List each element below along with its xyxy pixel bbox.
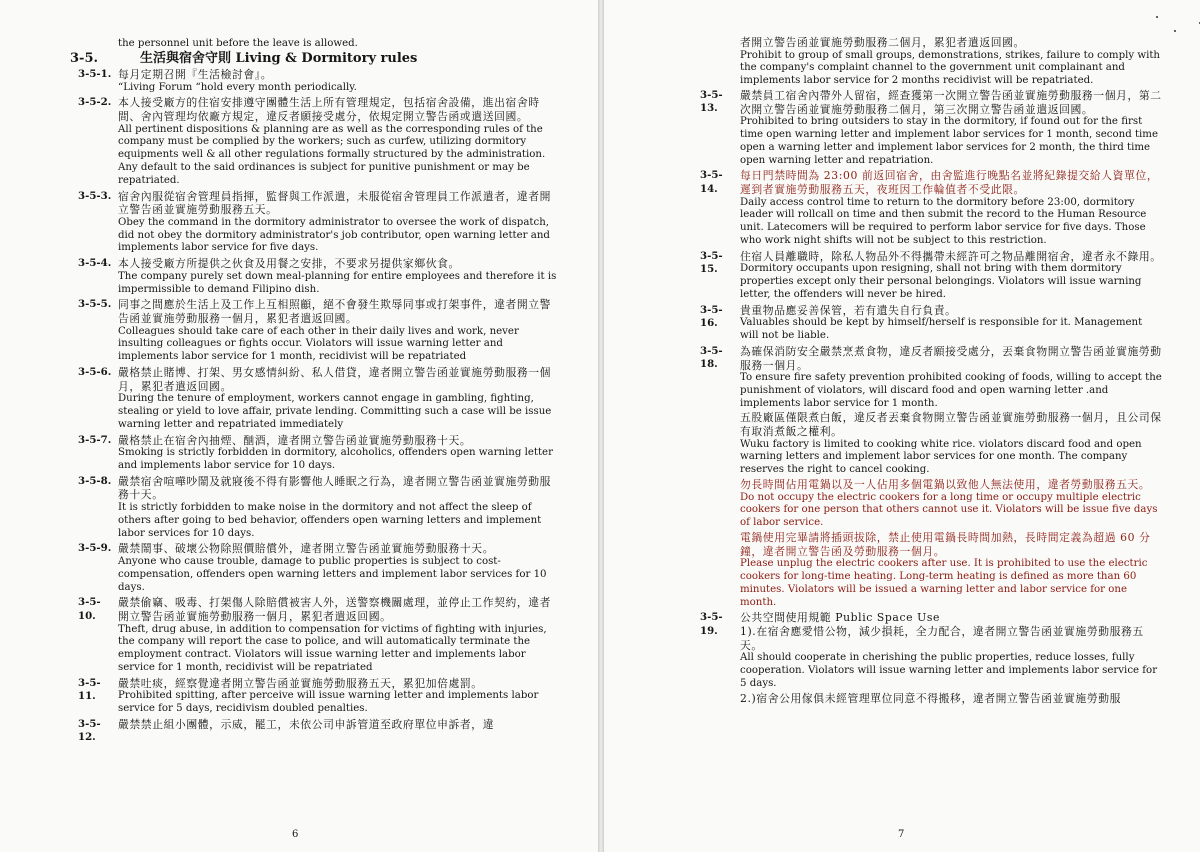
rule-text-en: All should cooperate in cherishing the public properties, reduce losses, fully cooperation. Violators will issue warning letter and implements labor service for 5 days. xyxy=(740,652,1158,689)
rule-list-left xyxy=(78,68,558,744)
rule-item xyxy=(700,345,1162,611)
rule-body xyxy=(118,298,558,365)
rule-body xyxy=(740,304,1162,344)
rule-item xyxy=(78,96,558,188)
rule-body xyxy=(118,96,558,188)
rule-text-en: All pertinent dispositions & planning are as well as the corresponding rules of the company must be complied by the workers; such as curfew, utilizing dormitory equipments well & all other regulations formally structured by the administration. Any default to the said ordinances is subject for punitive punishment or may be repatriated. xyxy=(118,123,546,186)
rule-item xyxy=(78,257,558,297)
rule-item xyxy=(78,596,558,675)
rule-text-zh: 嚴禁鬧事、破壞公物除照價賠償外，違者開立警告函並實施勞動服務十天。 xyxy=(118,542,495,556)
rule-body xyxy=(118,68,558,95)
rule-item xyxy=(700,304,1162,344)
rule-text-en: Valuables should be kept by himself/herself is responsible for it. Management will not be liable. xyxy=(740,317,1143,342)
rule-item xyxy=(78,298,558,365)
rule-text-en: During the tenure of employment, workers cannot engage in gambling, fighting, stealing or yield to love affair, private lending. Committing such a case will be issue warning letter and repatriated immediately xyxy=(118,393,552,430)
rule-text-zh: 嚴格禁止在宿舍內抽煙、酗酒，違者開立警告函並實施勞動服務十天。 xyxy=(118,433,472,447)
rule-text-en: Do not occupy the electric cookers for a long time or occupy multiple electric cookers for one person that others cannot use it. Violators will be issue five days of labor service. xyxy=(740,491,1158,529)
rule-list-right xyxy=(700,89,1162,705)
rule-item xyxy=(78,475,558,542)
rule-body xyxy=(118,542,558,595)
rule-text-zh: 本人接受廠方的住宿安排遵守團體生活上所有管理規定，包括宿舍設備，進出宿舍時間、舍內管理均依廠方規定，違反者願接受處分，依規定開立警告函或遣送回國。 xyxy=(118,96,540,124)
rule-item xyxy=(78,677,558,717)
rule-item xyxy=(78,542,558,595)
rule-text-zh: 本人接受廠方所提供之伙食及用餐之安排，不要求另提供家鄉伙食。 xyxy=(118,257,460,271)
rule-item xyxy=(78,718,558,745)
rule-item xyxy=(78,190,558,257)
rule-text-zh: 五股廠區僅限煮白飯，違反者丟棄食物開立警告函並實施勞動服務一個月，且公司保有取消煮飯之權利。 xyxy=(740,411,1162,439)
rule-text-zh: 嚴格禁止賭博、打架、男女感情糾紛、私人借貸，違者開立警告函並實施勞動服務一個月，累犯者遣返回國。 xyxy=(118,366,552,393)
rule-item xyxy=(700,250,1162,303)
rule-text-zh: 嚴禁吐痰，經察覺違者開立警告函並實施勞動服務五天，累犯加倍處罰。 xyxy=(118,676,483,690)
rule-item xyxy=(78,68,558,95)
rule-text-en: Please unplug the electric cookers after use. It is prohibited to use the electric cookers for long-time heating. Long-term heating is defined as more than 60 minutes. Violators will be issued a warning letter and labor service for one month. xyxy=(740,558,1148,608)
lead-text: the personnel unit before the leave is allowed. xyxy=(118,38,358,49)
rule-number: 3-5-8. xyxy=(78,474,112,487)
page-number: 7 xyxy=(898,829,905,840)
rule-number: 3-5-14. xyxy=(700,169,723,195)
section-heading xyxy=(70,52,558,65)
rule-number: 3-5-13. xyxy=(700,88,723,115)
rule-text-en: Obey the command in the dormitory administrator to oversee the work of dispatch, did not obey the dormitory administrator's job contributor, open warning letter and implements labor service for five days. xyxy=(118,216,550,254)
rule-number: 3-5-9. xyxy=(78,542,112,555)
rule-text-en: Theft, drug abuse, in addition to compensation for victims of fighting with injuries, the company will report the case to police, and will automatically terminate the employment contract. Violators will issue warning letter and implements labor service for 1 month, recidivist will be repatriated xyxy=(118,623,547,673)
rule-number: 3-5-18. xyxy=(700,344,723,371)
rule-text-zh: 住宿人員離職時，除私人物品外不得攜帶未經許可之物品離開宿舍，違者永不錄用。 xyxy=(740,249,1162,263)
rule-text-zh: 嚴禁員工宿舍內帶外人留宿，經查獲第一次開立警告函並實施勞動服務一個月，第二次開立警告函並實施勞動服務二個月，第三次開立警告函並遣返回國。 xyxy=(740,88,1162,116)
rule-number: 3-5-16. xyxy=(700,303,723,330)
page-right-column xyxy=(700,36,1162,705)
rule-number: 3-5-5. xyxy=(78,298,112,311)
page-left-column xyxy=(70,38,558,744)
rule-number: 3-5-6. xyxy=(78,366,112,378)
rule-body xyxy=(118,190,558,257)
rule-text-en: “Living Forum “hold every month periodically. xyxy=(118,81,357,93)
rule-text-zh: 每日門禁時間為 23:00 前返回宿舍，由舍監進行晚點名並將紀錄提交給人資單位，遲到者實施勞動服務五天，夜班因工作輪值者不受此限。 xyxy=(740,169,1159,196)
rule-number: 3-5-3. xyxy=(78,189,112,202)
rule-item xyxy=(78,366,558,433)
page-number: 6 xyxy=(292,829,299,840)
rule-body xyxy=(740,169,1162,248)
rule-text-en: Daily access control time to return to the dormitory before 23:00, dormitory leader will rollcall on time and then submit the record to the Human Resource unit. Latecomers will be required to perform labor service for five days. Those who work night shifts will not be subject to this restriction. xyxy=(740,196,1147,246)
rule-text-zh: 同事之間應於生活上及工作上互相照顧，絕不會發生欺辱同事或打架事件，違者開立警告函並實施勞動服務一個月，累犯者遣返回國。 xyxy=(118,298,552,326)
rule-body xyxy=(118,475,558,542)
rule-body xyxy=(118,434,558,474)
rule-number: 3-5-2. xyxy=(78,96,112,109)
rule-text-en: Dormitory occupants upon resigning, shall not bring with them dormitory properties except only their personal belongings. Violators will issue warning letter, the offenders will never be hired. xyxy=(740,263,1142,300)
section-number: 3-5. xyxy=(70,50,99,66)
rule-item xyxy=(700,611,1162,705)
rule-text-en: To ensure fire safety prevention prohibited cooking of foods, willing to accept the punishment of violators, will discard food and open warning letter .and implements labor service for 1 month. xyxy=(740,372,1162,409)
rule-body xyxy=(740,250,1162,303)
rule-body xyxy=(118,366,558,433)
rule-number: 3-5-11. xyxy=(78,676,101,702)
rule-text-zh: 電鍋使用完畢請將插頭拔除，禁止使用電鍋長時間加熱，長時間定義為超過 60 分鐘，違者開立警告函及勞動服務一個月。 xyxy=(740,531,1151,558)
rule-body xyxy=(118,257,558,297)
section-title: 生活與宿舍守則 Living & Dormitory rules xyxy=(140,50,418,66)
rule-item xyxy=(700,89,1162,168)
rule-text-en: Prohibited to bring outsiders to stay in the dormitory, if found out for the first time open warning letter and implement labor services for 1 month, second time open a warning letter and implement labor services for 2 month, the third time open warning letter and repatriation. xyxy=(740,116,1158,166)
rule-text-en: Smoking is strictly forbidden in dormitory, alcoholics, offenders open warning letter and implements labor service for 10 days. xyxy=(118,447,553,471)
rule-number: 3-5-1. xyxy=(78,68,112,81)
rule-number: 3-5-12. xyxy=(78,717,101,744)
rule-body xyxy=(118,677,558,717)
rule-text-zh: 宿舍內服從宿舍管理員指揮，監督與工作派遣，未服從宿舍管理員工作派遣者，違者開立警告函並實施勞動服務五天。 xyxy=(118,189,552,217)
page-left xyxy=(0,0,598,852)
rule-number: 3-5-19. xyxy=(700,611,723,637)
rule-text-zh: 嚴禁宿舍喧嘩吵鬧及就寢後不得有影響他人睡眠之行為，違者開立警告函並實施勞動服務十天。 xyxy=(118,474,552,502)
rule-body xyxy=(740,89,1162,168)
rule-body xyxy=(740,611,1162,705)
page-right xyxy=(604,0,1200,852)
rule-text-en: The company purely set down meal-planning for entire employees and therefore it is impermissible to demand Filipino dish. xyxy=(118,270,557,295)
rule-text-zh: 貴重物品應妥善保管，若有遺失自行負責。 xyxy=(740,303,957,317)
rule-text-zh: 勿長時間佔用電鍋以及一人佔用多個電鍋以致他人無法使用，違者勞動服務五天。 xyxy=(740,478,1151,492)
rule-text-en: Anyone who cause trouble, damage to public properties is subject to cost-compensation, offenders open warning letters and implement labor services for 10 days. xyxy=(118,555,547,593)
rule-number: 3-5-7. xyxy=(78,433,112,446)
rule-text-zh: 每月定期召開『生活檢討會』。 xyxy=(118,68,273,82)
rule-text-en: Wuku factory is limited to cooking white rice. violators discard food and open warning letters and implement labor services for one month. The company reserves the right to cancel cooking. xyxy=(740,438,1142,476)
rule-body xyxy=(118,718,558,745)
rule-text-en: It is strictly forbidden to make noise in the dormitory and not affect the sleep of others after going to bed behavior, offenders open warning letters and implement labor services for 10 days. xyxy=(118,501,542,539)
rule-text-en: Colleagues should take care of each other in their daily lives and work, never insulting colleagues or fights occur. Violators will issue warning letter and implements labor service for 1 month, recidivist will be repatriated xyxy=(118,325,519,363)
rule-text-zh: 為確保消防安全嚴禁烹煮食物，違反者願接受處分，丟棄食物開立警告函並實施勞動服務一個月。 xyxy=(740,344,1162,372)
rule-text-zh: 公共空間使用規範 Public Space Use xyxy=(740,611,940,625)
rule-text-zh: 嚴禁偷竊、吸毒、打架傷人除賠償被害人外，送警察機關處理，並停止工作契約，違者開立警告函並實施勞動服務一個月，累犯者遣返回國。 xyxy=(118,596,552,623)
rule-item xyxy=(700,169,1162,248)
rule-body xyxy=(118,596,558,675)
rule-text-zh: 1).在宿舍應愛惜公物，減少損耗，全力配合，違者開立警告函並實施勞動服務五天。 xyxy=(740,625,1144,652)
rule-number: 3-5-10. xyxy=(78,596,101,622)
rule-text-zh: 嚴禁禁止組小團體，示威，罷工，未依公司申訴管道至政府單位申訴者，違 xyxy=(118,717,495,731)
rule-body xyxy=(740,345,1162,611)
rule-item xyxy=(78,434,558,474)
lead-text-zh: 者開立警告函並實施勞動服務二個月，累犯者遣返回國。 xyxy=(740,36,1025,49)
lead-text-en: Prohibit to group of small groups, demonstrations, strikes, failure to comply with the company's complaint channel to the government unit complainant and implements labor service for 2 months recidivist will be repatriated. xyxy=(740,49,1160,87)
rule-text-zh: 2.)宿舍公用傢俱未經管理單位同意不得搬移，違者開立警告函並實施勞動服 xyxy=(740,691,1122,705)
rule-number: 3-5-15. xyxy=(700,249,723,276)
rule-text-en: Prohibited spitting, after perceive will issue warning letter and implements labor service for 5 days, recidivism doubled penalties. xyxy=(118,690,539,715)
rule-number: 3-5-4. xyxy=(78,257,112,270)
